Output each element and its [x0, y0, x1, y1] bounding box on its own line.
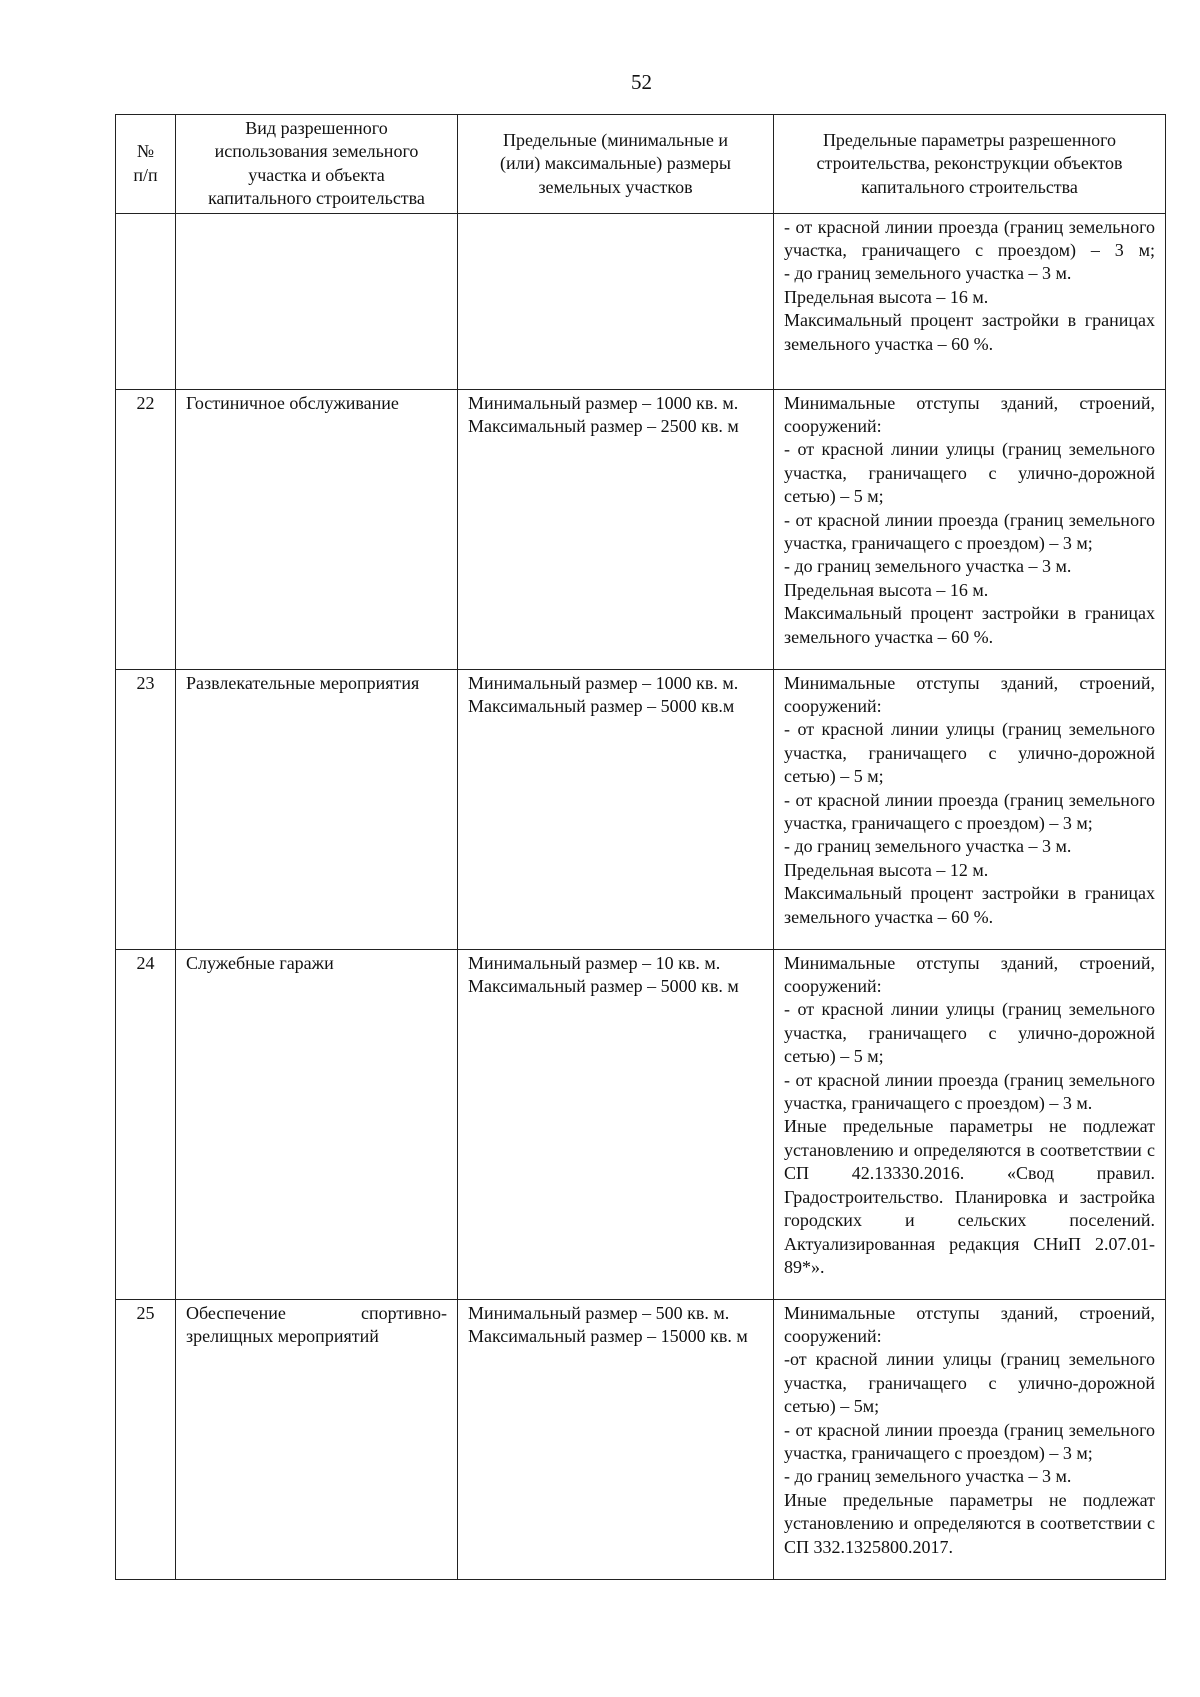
header-permitted-use — [176, 115, 458, 214]
param-item: Максимальный процент застройки в границах земельного участка – 60 %. — [784, 883, 1155, 927]
size-max: Максимальный размер – 15000 кв. м — [468, 1326, 748, 1347]
header-line: капитального строительства — [208, 188, 425, 209]
table-row-24 — [116, 949, 1166, 1299]
table-row-25 — [116, 1299, 1166, 1579]
param-item: - от красной линии проезда (границ земельного участка, граничащего с проездом) – 3 м; — [784, 1419, 1155, 1464]
param-item: - от красной линии проезда (границ земельного участка, граничащего с проездом) – 3 м. — [784, 1069, 1155, 1114]
param-item: - до границ земельного участка – 3 м. — [784, 1466, 1072, 1487]
row-permitted-use: Развлекательные мероприятия — [176, 669, 458, 949]
row-params — [774, 389, 1166, 669]
param-item: - от красной линии улицы (границ земельного участка, граничащего с улично-дорожной сетью) – 5 м; — [784, 439, 1155, 507]
param-item: - до границ земельного участка – 3 м. — [784, 836, 1072, 857]
param-item: Предельная высота – 16 м. — [784, 286, 989, 307]
param-item: Предельная высота – 12 м. — [784, 859, 989, 880]
row-number — [116, 213, 176, 389]
table-row-continuation — [116, 213, 1166, 389]
size-min: Минимальный размер – 1000 кв. м. — [468, 392, 739, 413]
param-item: - от красной линии проезда (границ земельного участка, граничащего с проездом) – 3 м; — [784, 216, 1155, 261]
row-plot-size — [458, 1299, 774, 1579]
header-plot-sizes — [458, 115, 774, 214]
header-line: строительства, реконструкции объектов — [816, 153, 1123, 174]
row-permitted-use — [176, 213, 458, 389]
param-item: - от красной линии проезда (границ земельного участка, граничащего с проездом) – 3 м; — [784, 789, 1155, 834]
row-number: 24 — [116, 949, 176, 1299]
table-row-23 — [116, 669, 1166, 949]
param-item: Предельная высота – 16 м. — [784, 579, 989, 600]
row-plot-size — [458, 669, 774, 949]
header-line: участка и объекта — [248, 164, 385, 185]
header-line: Вид разрешенного — [245, 118, 388, 138]
param-item: Максимальный процент застройки в границах земельного участка – 60 %. — [784, 603, 1155, 647]
table-header-row — [116, 115, 1166, 214]
param-item: Минимальные отступы зданий, строений, сооружений: — [784, 392, 1155, 437]
header-line: земельных участков — [538, 176, 693, 197]
header-line: (или) максимальные) размеры — [499, 153, 732, 174]
header-line: Предельные (минимальные и — [502, 129, 729, 150]
param-item: Минимальные отступы зданий, строений, сооружений: — [784, 1302, 1155, 1347]
row-params — [774, 213, 1166, 389]
param-item: Минимальные отступы зданий, строений, сооружений: — [784, 952, 1155, 997]
size-max: Максимальный размер – 5000 кв.м — [468, 696, 735, 717]
table-row-22 — [116, 389, 1166, 669]
param-item: - до границ земельного участка – 3 м. — [784, 556, 1072, 577]
row-plot-size — [458, 949, 774, 1299]
size-max: Максимальный размер – 2500 кв. м — [468, 416, 739, 437]
size-max: Максимальный размер – 5000 кв. м — [468, 976, 739, 997]
row-number: 23 — [116, 669, 176, 949]
row-permitted-use: Обеспечение спортивно-зрелищных мероприятий — [176, 1299, 458, 1579]
header-line: капитального строительства — [861, 176, 1078, 197]
param-item: Минимальные отступы зданий, строений, сооружений: — [784, 672, 1155, 717]
param-item: - от красной линии улицы (границ земельного участка, граничащего с улично-дорожной сетью) – 5 м; — [784, 999, 1155, 1067]
param-item: Максимальный процент застройки в границах земельного участка – 60 %. — [784, 310, 1155, 354]
param-item: - от красной линии проезда (границ земельного участка, граничащего с проездом) – 3 м; — [784, 509, 1155, 554]
row-permitted-use: Гостиничное обслуживание — [176, 389, 458, 669]
row-permitted-use: Служебные гаражи — [176, 949, 458, 1299]
row-plot-size — [458, 213, 774, 389]
row-plot-size — [458, 389, 774, 669]
header-number-sign: № — [136, 141, 155, 162]
row-params — [774, 1299, 1166, 1579]
param-item: -от красной линии улицы (границ земельного участка, граничащего с улично-дорожной сетью) – 5м; — [784, 1349, 1155, 1417]
size-min: Минимальный размер – 1000 кв. м. — [468, 672, 739, 693]
param-item: - до границ земельного участка – 3 м. — [784, 263, 1072, 284]
header-number-abbr: п/п — [133, 164, 158, 185]
header-line: Предельные параметры разрешенного — [822, 129, 1117, 150]
param-item: - от красной линии улицы (границ земельного участка, граничащего с улично-дорожной сетью) – 5 м; — [784, 719, 1155, 787]
header-line: использования земельного — [214, 141, 419, 162]
page-number: 52 — [631, 70, 652, 94]
regulations-table — [115, 114, 1166, 1580]
header-number — [116, 115, 176, 214]
size-min: Минимальный размер – 10 кв. м. — [468, 952, 721, 973]
param-item: Иные предельные параметры не подлежат установлению и определяются в соответствии с СП 332.1325800.2017. — [784, 1489, 1155, 1557]
row-number: 22 — [116, 389, 176, 669]
header-construction-params — [774, 115, 1166, 214]
size-min: Минимальный размер – 500 кв. м. — [468, 1302, 730, 1323]
row-number: 25 — [116, 1299, 176, 1579]
row-params — [774, 949, 1166, 1299]
row-params — [774, 669, 1166, 949]
param-item: Иные предельные параметры не подлежат установлению и определяются в соответствии с СП 42.13330.2016. «Свод правил. Градостроительство. Планировка и застройка городских и сельских поселений. Актуализированная редакция СНиП 2.07.01-89*». — [784, 1116, 1155, 1277]
